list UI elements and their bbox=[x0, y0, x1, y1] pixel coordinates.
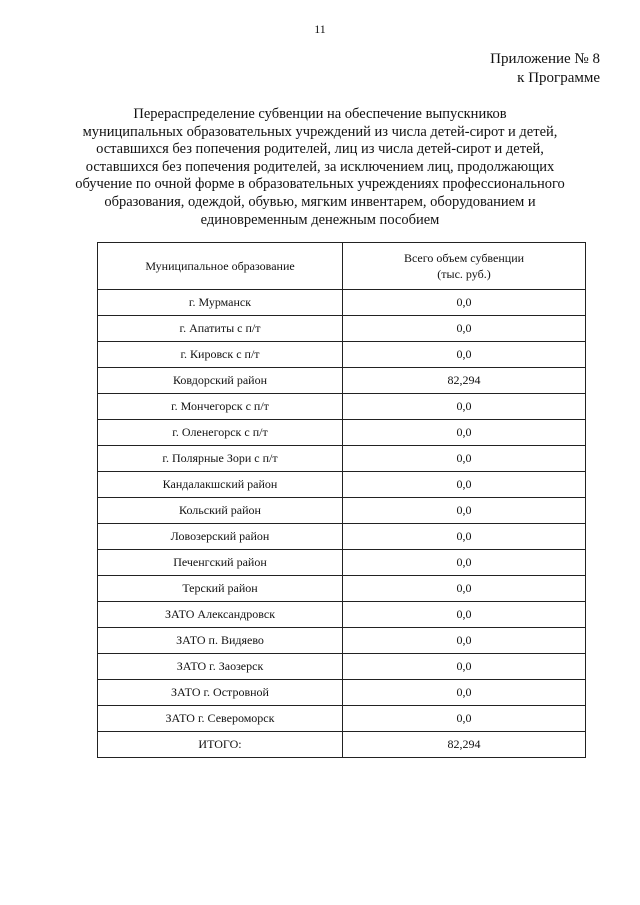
table-row bbox=[98, 342, 586, 368]
title-line: оставшихся без попечения родителей, за исключением лиц, продолжающих bbox=[85, 158, 555, 175]
subsidy-value: 0,0 bbox=[343, 316, 586, 342]
municipality-name: г. Полярные Зори с п/т bbox=[98, 446, 343, 472]
table-row bbox=[98, 706, 586, 732]
subsidy-value: 0,0 bbox=[343, 628, 586, 654]
table-row bbox=[98, 498, 586, 524]
municipality-name: Печенгский район bbox=[98, 550, 343, 576]
subsidy-table bbox=[97, 242, 586, 758]
table-row bbox=[98, 394, 586, 420]
header-total-label: Всего объем субвенции bbox=[403, 251, 525, 265]
municipality-name: г. Кировск с п/т bbox=[98, 342, 343, 368]
appendix-reference bbox=[490, 50, 600, 88]
table-row bbox=[98, 446, 586, 472]
municipality-name: Кандалакшский район bbox=[98, 472, 343, 498]
subsidy-value: 0,0 bbox=[343, 446, 586, 472]
table-row bbox=[98, 524, 586, 550]
municipality-name: г. Мурманск bbox=[98, 290, 343, 316]
municipality-name: Кольский район bbox=[98, 498, 343, 524]
title-line: Перераспределение субвенции на обеспечение выпускников bbox=[133, 106, 507, 122]
subsidy-value: 0,0 bbox=[343, 394, 586, 420]
header-total-unit: (тыс. руб.) bbox=[437, 267, 491, 281]
subsidy-value: 0,0 bbox=[343, 498, 586, 524]
subsidy-value: 0,0 bbox=[343, 550, 586, 576]
table-row bbox=[98, 368, 586, 394]
table-row bbox=[98, 472, 586, 498]
document-title bbox=[60, 106, 580, 229]
appendix-number: Приложение № 8 bbox=[490, 51, 600, 67]
title-line: муниципальных образовательных учреждений из числа детей-сирот и детей, bbox=[82, 123, 558, 140]
total-label: ИТОГО: bbox=[98, 732, 343, 758]
municipality-name: ЗАТО п. Видяево bbox=[98, 628, 343, 654]
municipality-name: ЗАТО г. Заозерск bbox=[98, 654, 343, 680]
title-line: единовременным денежным пособием bbox=[200, 211, 440, 228]
header-municipality: Муниципальное образование bbox=[98, 243, 343, 290]
municipality-name: г. Оленегорск с п/т bbox=[98, 420, 343, 446]
table-row bbox=[98, 628, 586, 654]
subsidy-value: 0,0 bbox=[343, 342, 586, 368]
subsidy-value: 0,0 bbox=[343, 602, 586, 628]
subsidy-value: 0,0 bbox=[343, 576, 586, 602]
table-row bbox=[98, 290, 586, 316]
subsidy-value: 0,0 bbox=[343, 654, 586, 680]
subsidy-value: 0,0 bbox=[343, 420, 586, 446]
table-row bbox=[98, 420, 586, 446]
table-header-row bbox=[98, 243, 586, 290]
table-row bbox=[98, 602, 586, 628]
municipality-name: Терский район bbox=[98, 576, 343, 602]
table-total-row bbox=[98, 732, 586, 758]
header-total-subsidy bbox=[343, 243, 586, 290]
subsidy-value: 0,0 bbox=[343, 680, 586, 706]
municipality-name: ЗАТО г. Североморск bbox=[98, 706, 343, 732]
table-body bbox=[98, 290, 586, 732]
appendix-program: к Программе bbox=[517, 70, 600, 86]
table-row bbox=[98, 550, 586, 576]
title-line: оставшихся без попечения родителей, лиц из числа детей-сирот и детей, bbox=[96, 141, 544, 158]
total-value: 82,294 bbox=[343, 732, 586, 758]
municipality-name: ЗАТО г. Островной bbox=[98, 680, 343, 706]
subsidy-value: 0,0 bbox=[343, 524, 586, 550]
title-line: обучение по очной форме в образовательных учреждениях профессионального bbox=[75, 176, 565, 193]
table-row bbox=[98, 680, 586, 706]
municipality-name: г. Апатиты с п/т bbox=[98, 316, 343, 342]
municipality-name: Ловозерский район bbox=[98, 524, 343, 550]
page-number: 11 bbox=[314, 22, 326, 36]
table-row bbox=[98, 654, 586, 680]
title-line: образования, одеждой, обувью, мягким инвентарем, оборудованием и bbox=[104, 193, 536, 210]
table-row bbox=[98, 316, 586, 342]
municipality-name: г. Мончегорск с п/т bbox=[98, 394, 343, 420]
subsidy-value: 0,0 bbox=[343, 706, 586, 732]
municipality-name: ЗАТО Александровск bbox=[98, 602, 343, 628]
municipality-name: Ковдорский район bbox=[98, 368, 343, 394]
table-row bbox=[98, 576, 586, 602]
subsidy-value: 82,294 bbox=[343, 368, 586, 394]
subsidy-value: 0,0 bbox=[343, 472, 586, 498]
subsidy-value: 0,0 bbox=[343, 290, 586, 316]
